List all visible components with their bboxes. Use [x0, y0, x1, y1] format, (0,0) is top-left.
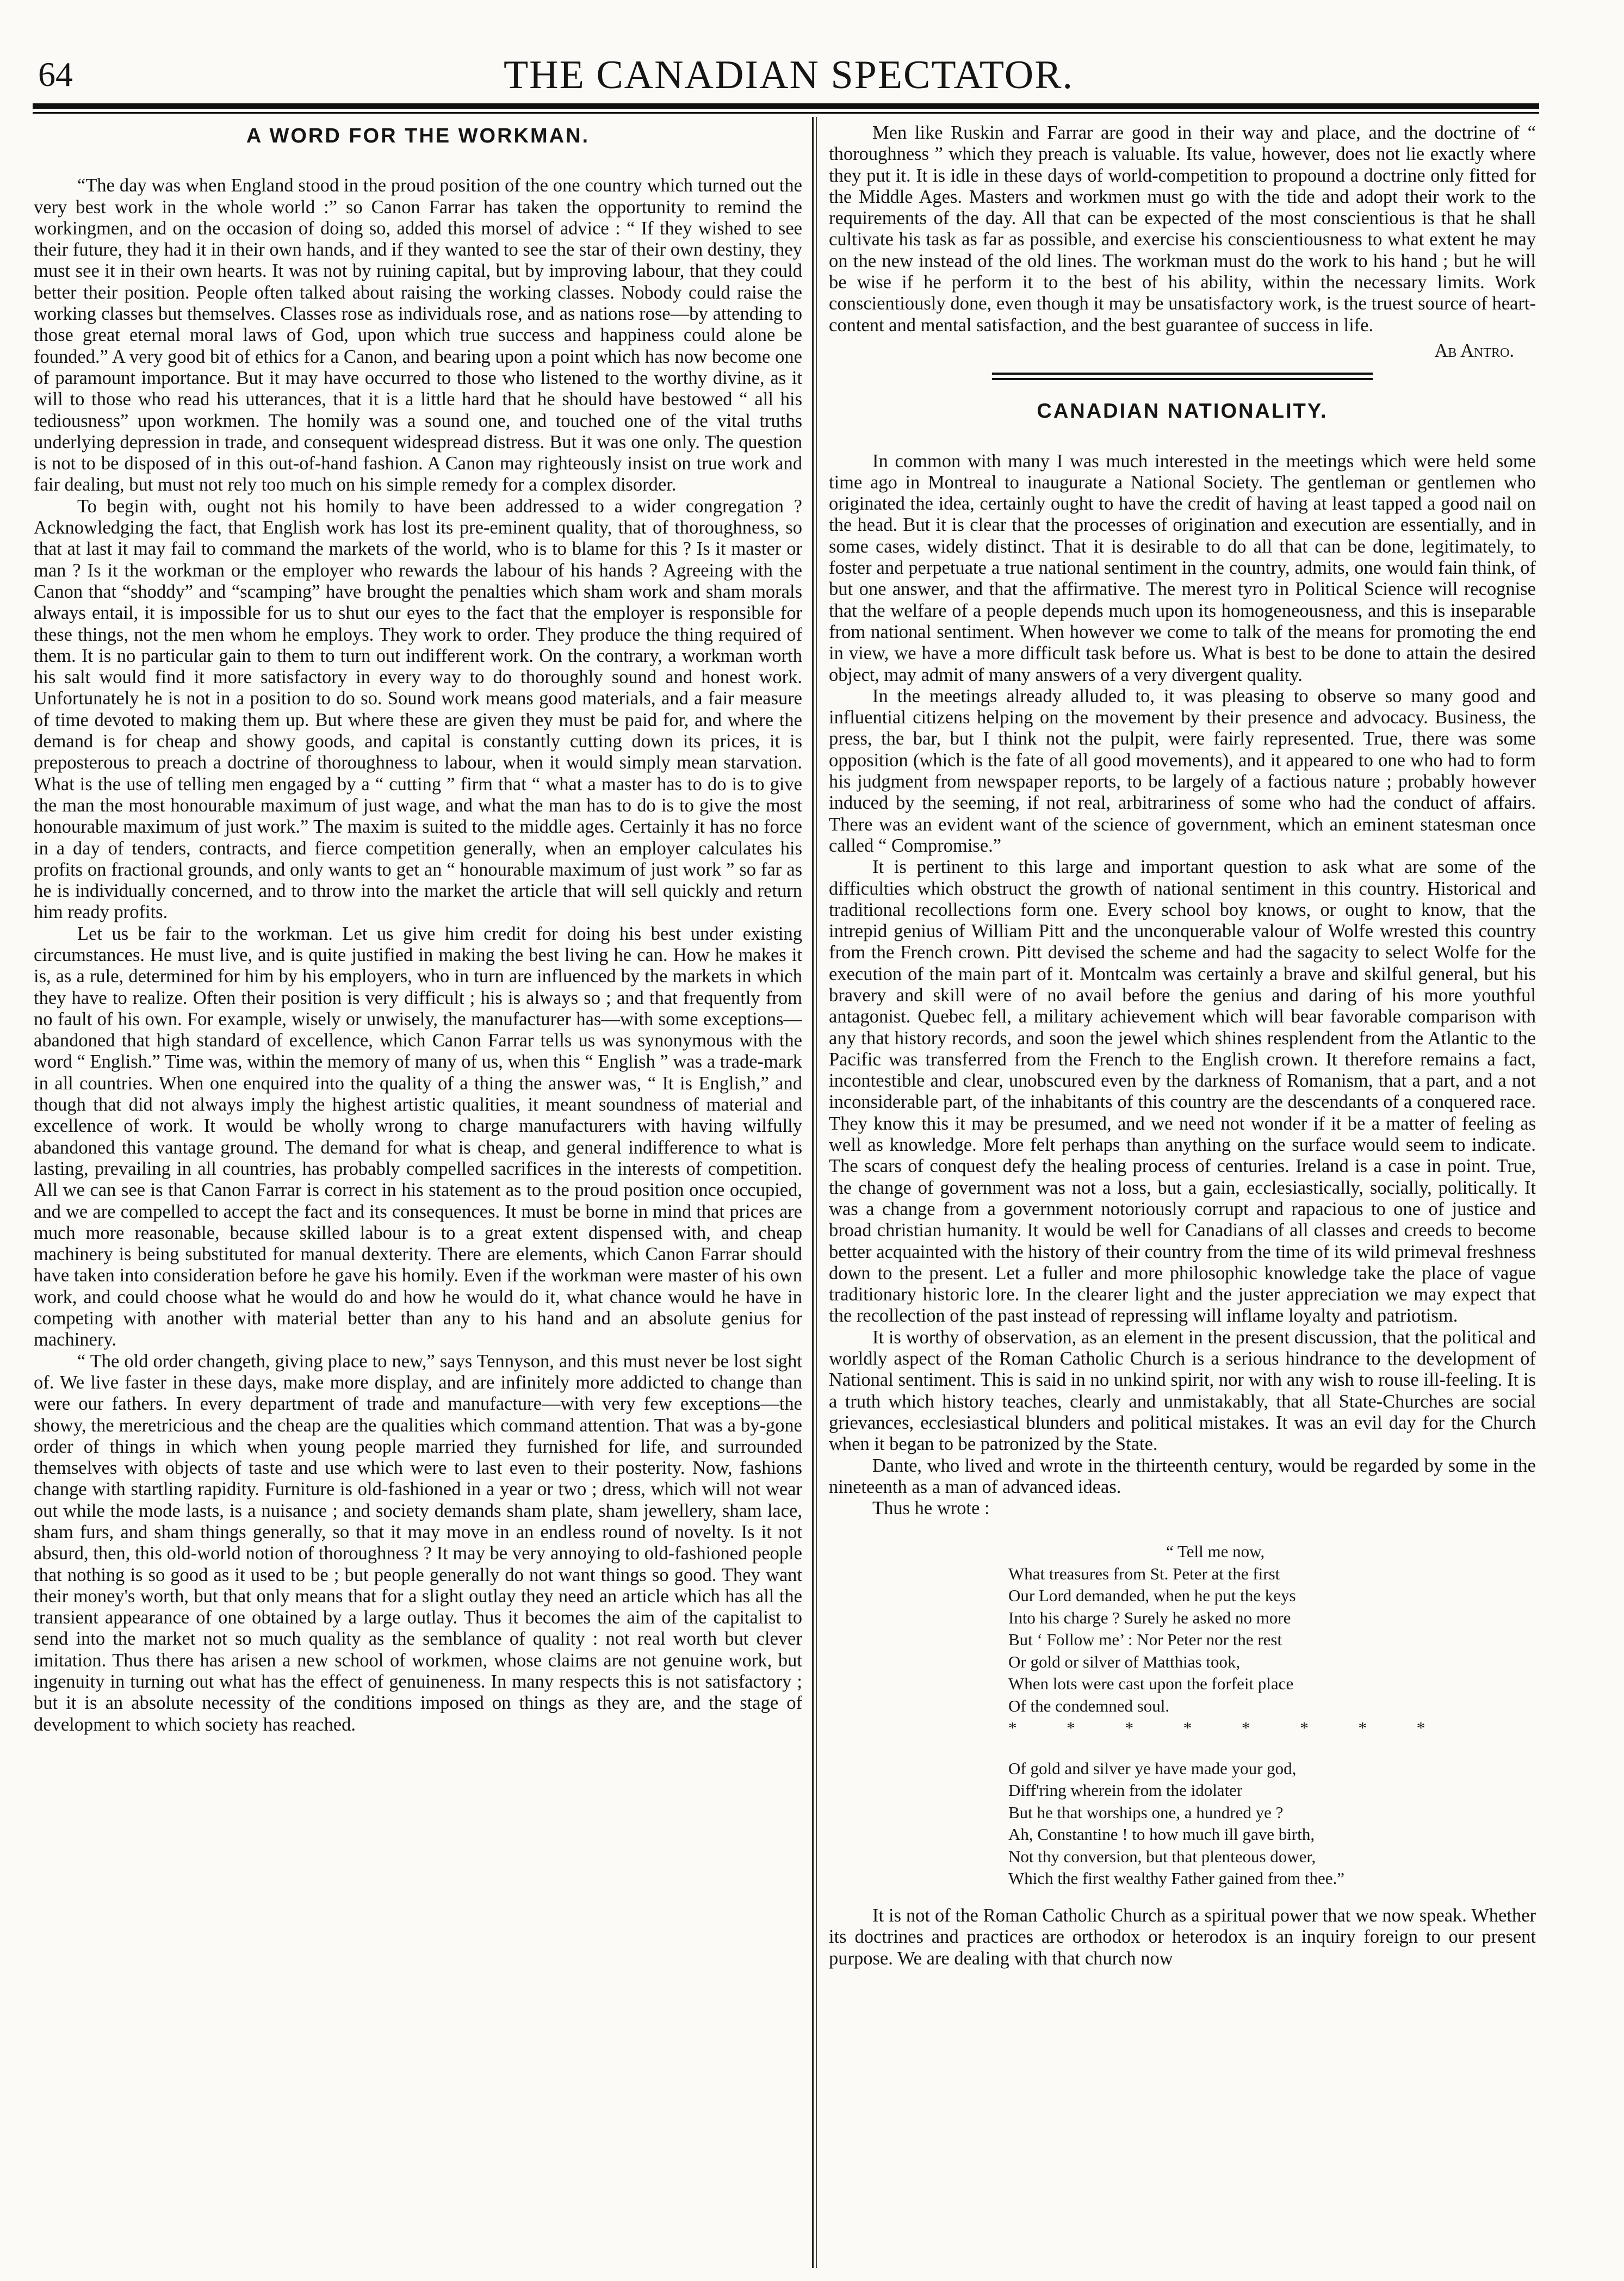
poem-ellipsis-stars: * * * * * * * *: [1008, 1718, 1448, 1738]
poem-line: Not thy conversion, but that plenteous dower,: [1008, 1846, 1316, 1866]
article-separator-rule: [992, 373, 1373, 380]
header-rule-thin: [33, 112, 1539, 114]
right-column: [829, 122, 1536, 2267]
article-title-nationality: CANADIAN NATIONALITY.: [1037, 400, 1328, 423]
poem-line: What treasures from St. Peter at the first: [1008, 1564, 1280, 1583]
column-divider: [812, 117, 814, 2268]
masthead-title: THE CANADIAN SPECTATOR.: [503, 53, 1074, 97]
workman-paragraph: “The day was when England stood in the proud position of the one country which turned out the very best work in the whole world :” so Canon Farrar has taken the opportunity to remind the workingmen, and on the occasion of doing so, added this morsel of advice : “ If they wished to see their future, they had it in their own hands, and if they wanted to see the star of their own destiny, they must see it in their own hearts. It was not by ruining capital, but by improving labour, that they could better their position. People often talked about raising the working classes. Nobody could raise the working classes but themselves. Classes rose as individuals rose, and as nations rose—by attending to those great eternal moral laws of God, upon which true success and happiness could alone be founded.” A very good bit of ethics for a Canon, and bearing upon a point which has now become one of paramount importance. But it may have occurred to those who listened to the worthy divine, as it will to those who read his utterances, that it is a little hard that he should have bestowed “ all his tediousness” upon workmen. The homily was a sound one, and touched one of the vital truths underlying depression in trade, and consequent widespread distress. But it was one only. The question is not to be disposed of in this out-of-hand fashion. A Canon may righteously insist on true work and fair dealing, but must not rely too much on his simple remedy for a complex disorder.: [34, 175, 802, 495]
nationality-paragraph: Dante, who lived and wrote in the thirteenth century, would be regarded by some in the nineteenth as a man of advanced ideas.: [829, 1455, 1536, 1497]
workman-paragraph: To begin with, ought not his homily to have been addressed to a wider congregation ? Acknowledging the fact, that English work has lost its pre-eminent quality, that of thoroughness, so that at last it may fail to command the markets of the world, who is to blame for this ? Is it master or man ? Is it the workman or the employer who rewards the labour of his hands ? Agreeing with the Canon that “shoddy” and “scamping” have brought the penalties which sham work and sham morals always entail, it is impossible for us to shut our eyes to the fact that the employer is responsible for these things, not the men whom he employs. They work to order. They produce the thing required of them. It is no particular gain to them to turn out indifferent work. On the contrary, a workman worth his salt would find it more satisfactory in every way to do thoroughly sound and honest work. Unfortunately he is not in a position to do so. Sound work means good materials, and a fair measure of time devoted to making them up. But where these are given they must be paid for, and where the demand is for cheap and showy goods, and capital is constantly cutting down its prices, it is preposterous to preach a doctrine of thoroughness to labour, when it would simply mean starvation. What is the use of telling men engaged by a “ cutting ” firm that “ what a master has to do is to give the man the most honourable maximum of just wage, and what the man has to do is to give the most honourable maximum of just work.” The maxim is suited to the middle ages. Certainly it has no force in a day of tenders, contracts, and fierce competition generally, when an employer calculates his profits on fractional grounds, and only wants to get an “ honourable maximum of just work ” so far as he is individually concerned, and to throw into the market the article that will sell quickly and return him ready profits.: [34, 495, 802, 923]
workman-paragraph: Let us be fair to the workman. Let us give him credit for doing his best under existing circumstances. He must live, and is quite justified in making the best living he can. How he makes it is, as a rule, determined for him by his employers, who in turn are influenced by the markets in which they have to realize. Often their position is very difficult ; his is always so ; and that frequently from no fault of his own. For example, wisely or unwisely, the manufacturer has—with some exceptions—abandoned that high standard of excellence, which Canon Farrar tells us was synonymous with the word “ English.” Time was, within the memory of many of us, when this “ English ” was a trade-mark in all countries. When one enquired into the quality of a thing the answer was, “ It is English,” and though that did not always imply the highest artistic qualities, it meant soundness of material and excellence of work. It would be wholly wrong to charge manufacturers with having wilfully abandoned this vantage ground. The demand for what is cheap, and general indifference to what is lasting, prevailing in all countries, has probably compelled sacrifices in the interests of competition. All we can see is that Canon Farrar is correct in his statement as to the proud position once occupied, and we are compelled to accept the fact and its consequences. It must be borne in mind that prices are much more reasonable, because skilled labour is to a great extent dispensed with, and cheap machinery is being substituted for manual dexterity. There are elements, which Canon Farrar should have taken into consideration before he gave his homily. Even if the workman were master of his own work, and could choose what he would do and how he would do it, what chance would he have in competing with another with material better than any to his hand and an absolute genius for machinery.: [34, 923, 802, 1350]
article-title-workman: A WORD FOR THE WORKMAN.: [246, 125, 590, 147]
workman-paragraph-continued: Men like Ruskin and Farrar are good in their way and place, and the doctrine of “ thoroughness ” which they preach is valuable. Its value, however, does not lie exactly where they put it. It is idle in these days of world-competition to propound a doctrine only fitted for the Middle Ages. Masters and workmen must go with the tide and adopt their work to the requirements of the day. All that can be expected of the most conscientious is that he shall cultivate his task as far as possible, and exercise his conscientiousness to what extent he may on the new instead of the old lines. The workman must do the work to his hand ; but he will be wise if he perform it to the best of his ability, within the necessary limits. Work conscientiously done, even though it may be unsatisfactory work, is the truest source of heart-content and mental satisfaction, and the best guarantee of success in life.: [829, 122, 1536, 336]
nationality-paragraph: It is pertinent to this large and important question to ask what are some of the difficulties which obstruct the growth of national sentiment in this country. Historical and traditional recollections form one. Every school boy knows, or ought to know, that the intrepid genius of William Pitt and the unconquerable valour of Wolfe wrested this country from the French crown. Pitt devised the scheme and had the sagacity to select Wolfe for the execution of the main part of it. Montcalm was certainly a brave and skilful general, but his bravery and skill were of no avail before the genius and daring of his more youthful antagonist. Quebec fell, a military achievement which will bear favorable comparison with any that history records, and soon the jewel which shines resplendent from the Atlantic to the Pacific was transferred from the French to the English crown. It therefore remains a fact, incontestible and clear, unobscured even by the darkness of Romanism, that a part, and a not inconsiderable part, of the inhabitants of this country are the descendants of a conquered race. They know this it may be presumed, and we need not wonder if it be a matter of feeling as well as knowledge. More felt perhaps than anything on the surface would seem to indicate. The scars of conquest defy the healing process of centuries. Ireland is a case in point. True, the change of government was not a loss, but a gain, ecclesiastically, socially, politically. It was a change from a government notoriously corrupt and rapacious to one of justice and broad christian humanity. It would be well for Canadians of all classes and creeds to become better acquainted with the history of their country from the time of its wild primeval freshness down to the present. Let a fuller and more philosophic knowledge take the place of vague traditionary historic lore. In the clearer light and the juster appreciation we may expect that the recollection of the past instead of repressing will inflame loyalty and patriotism.: [829, 857, 1536, 1327]
poem-line: Our Lord demanded, when he put the keys: [1008, 1586, 1296, 1606]
workman-paragraph: “ The old order changeth, giving place to new,” says Tennyson, and this must never be lost sight of. We live faster in these days, make more display, and are infinitely more addicted to change than were our fathers. In every department of trade and manufacture—with very few exceptions—the showy, the meretricious and the cheap are the qualities which command attention. That was a by-gone order of things in which when young people married they furnished for life, and surrounded themselves with objects of taste and use which were to last even to their posterity. Now, fashions change with startling rapidity. Furniture is old-fashioned in a year or two ; dress, which will not wear out while the mode lasts, is a nuisance ; and society demands sham plate, sham jewellery, sham lace, sham furs, and sham things generally, so that it may move in an endless round of novelty. Is it not absurd, then, this old-world notion of thoroughness ? It may be very annoying to old-fashioned people that nothing is so good as it used to be ; but people generally do not want things so good. They want their money's worth, but that only means that for a slight outlay they need an article which has all the transient appearance of one obtained by a large outlay. Thus it becomes the aim of the capitalist to send into the market not so much quality as the semblance of quality : not real worth but clever imitation. Thus there has arisen a new school of workmen, whose claims are not genuine work, but ingenuity in turning out what has the effect of genuineness. In many respects this is not satisfactory ; but it is an absolute necessity of the conditions imposed on things as they are, and the stage of development to which society has reached.: [34, 1350, 802, 1735]
poem-line: When lots were cast upon the forfeit place: [1008, 1674, 1294, 1694]
page-header: [38, 54, 1539, 103]
nationality-paragraph: Thus he wrote :: [872, 1498, 990, 1519]
poem-line: Of the condemned soul.: [1008, 1696, 1170, 1715]
poem-line: Into his charge ? Surely he asked no more: [1008, 1608, 1291, 1627]
poem-line: But he that worships one, a hundred ye ?: [1008, 1802, 1284, 1822]
poem-line: Ah, Constantine ! to how much ill gave birth,: [1008, 1825, 1315, 1844]
nationality-paragraph: In common with many I was much interested in the meetings which were held some time ago in Montreal to inaugurate a National Society. The gentleman or gentlemen who originated the idea, certainly ought to have the credit of having at least tapped a good nail on the head. But it is clear that the processes of origination and execution are essentially, and in some cases, widely distinct. That it is desirable to do all that can be done, legitimately, to foster and perpetuate a true national sentiment in the country, admits, one would fain think, of but one answer, and that the affirmative. The merest tyro in Political Science will recognise that the welfare of a people depends much upon its homogeneousness, and this is inseparable from national sentiment. When however we come to talk of the means for promoting the end in view, we have a more difficult task before us. What is best to be done to attain the desired object, may admit of many answers of a very divergent quality.: [829, 450, 1536, 685]
nationality-paragraph: It is worthy of observation, as an element in the present discussion, that the political and worldly aspect of the Roman Catholic Church is a serious hindrance to the development of National sentiment. This is said in no unkind spirit, nor with any wish to rouse ill-feeling. It is a truth which history teaches, clearly and unmistakably, that all State-Churches are social grievances, ecclesiastical blunders and political mistakes. It was an evil day for the Church when it began to be patronized by the State.: [829, 1327, 1536, 1455]
nationality-paragraph: In the meetings already alluded to, it was pleasing to observe so many good and influential citizens helping on the movement by their presence and advocacy. Business, the press, the bar, but I think not the pulpit, were fairly represented. True, there was some opposition (which is the fate of all good movements), and it appeared to one who had to form his judgment from newspaper reports, to be largely of a factious nature ; probably however induced by the seeming, if not real, arbitrariness of some who had the conduct of affairs. There was an evident want of the science of government, which an eminent statesman once called “ Compromise.”: [829, 685, 1536, 856]
dante-quotation: [1008, 1541, 1536, 1890]
header-rule-thick: [33, 103, 1539, 109]
article-signature: Ab Antro.: [1434, 340, 1514, 361]
poem-line: “ Tell me now,: [1166, 1542, 1265, 1561]
poem-line: But ‘ Follow me’ : Nor Peter nor the rest: [1008, 1630, 1282, 1650]
poem-line: Or gold or silver of Matthias took,: [1008, 1652, 1241, 1671]
poem-line: Of gold and silver ye have made your god,: [1008, 1758, 1297, 1778]
poem-line: Diff'ring wherein from the idolater: [1008, 1781, 1243, 1800]
nationality-closing-paragraph: It is not of the Roman Catholic Church as a spiritual power that we now speak. Whether its doctrines and practices are orthodox or heterodox is an inquiry foreign to our present purpose. We are dealing with that church now: [829, 1905, 1536, 1969]
left-column: [34, 122, 802, 2267]
column-divider-inner: [816, 117, 817, 2268]
page-number: 64: [38, 55, 73, 94]
poem-line: Which the first wealthy Father gained from thee.”: [1008, 1869, 1345, 1888]
